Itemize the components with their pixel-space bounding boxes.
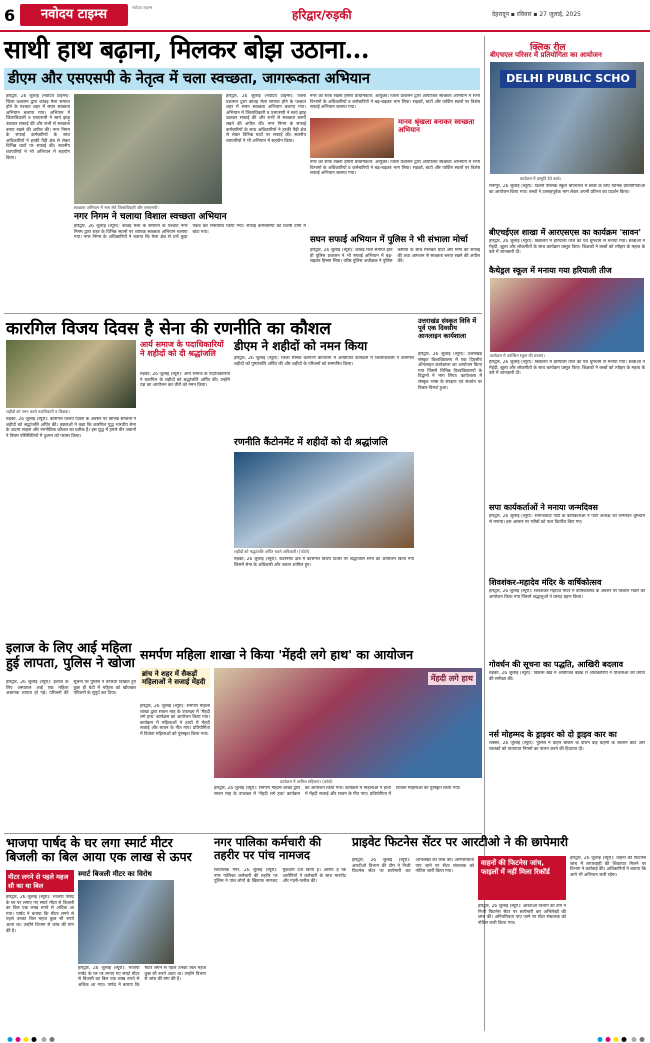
- sidebar-caption-2: कार्यक्रम में उपस्थित स्कूल की छात्राएं।: [490, 353, 545, 358]
- kargil-dm-heading: डीएम ने शहीदों को नमन किया: [234, 339, 368, 353]
- lead-body-right-top: नगर को साफ रखना हमारी प्राथमिकता: आयुक्त। जिला प्रशासन द्वारा आयोजित स्वच्छता अभियान में सभी विभागों के अधिकारियों व कर्मचारियों ने बढ़-चढ़कर भाग लिया। सड़कों, घाटों और पार्किंग स्थलों पर विशेष सफाई अभियान चलाया गया।: [310, 94, 480, 111]
- prag-inset: वाहनों की फिटनेस जांच, फाइलों में नहीं मिला रिकॉर्ड: [478, 856, 566, 900]
- prag-body: हरिद्वार, 26 जुलाई (ब्यूरो): आरटीओ विभाग की टीम ने निजी फिटनेस सेंटर पर छापेमारी कर अभिलेखों की जांच की। अनियमितता पाए जाने पर सेंटर संचालक को नोटिस जारी किया गया।: [352, 858, 474, 875]
- sidebar-heading-7: नर्स मोहम्मद के ड्राइवर को दो ड्राइव कार का: [489, 730, 617, 739]
- sidebar-body-1: रानीपुर, 26 जुलाई (ब्यूरो): दिल्ली पब्लिक स्कूल बीएचएल में छात्रों के लिए विभिन्न प्रतियोगिताओं का आयोजन किया गया। बच्चों ने उत्साहपूर्वक भाग लेकर अपनी प्रतिभा का प्रदर्शन किया।: [489, 184, 645, 195]
- brand-subtext: नवोदय टाइम्स: [132, 5, 153, 10]
- nagar-headline: नगर पालिका कर्मचारी की तहरीर पर पांच नामजद: [214, 835, 322, 863]
- prag-body-2: हरिद्वार, 26 जुलाई (ब्यूरो): आरटीओ विभाग की टीम ने निजी फिटनेस सेंटर पर छापेमारी कर अभिलेखों की जांच की। अनियमितता पाए जाने पर सेंटर संचालक को नोटिस जारी किया गया।: [478, 904, 566, 926]
- kargil-photo: [6, 340, 136, 408]
- sidebar-label: क्लिक रील: [530, 43, 566, 53]
- kargil-dm-body: हरिद्वार, 26 जुलाई (ब्यूरो): जिला सैनिक कल्याण कार्यालय में आयोजित कार्यक्रम में जिलाधिकारी ने कारगिल शहीदों को पुष्पांजलि अर्पित की और शहीदों के परिजनों को सम्मानित किया।: [234, 356, 414, 367]
- meter-photo: [78, 880, 174, 964]
- mehndi-headline: समर्पण महिला शाखा ने किया 'मेंहदी लगे हाथ' का आयोजन: [140, 647, 414, 662]
- meter-body-left: हरिद्वार, 26 जुलाई (ब्यूरो): भाजपा पार्षद के घर पर लगाए गए स्मार्ट मीटर से बिजली का बिल एक लाख रुपये से अधिक आ गया। पार्षद ने बताया कि मीटर लगने से पहले उनका बिल महज कुछ सौ रुपये आता था। उन्होंने विभाग से जांच की मांग की है।: [6, 895, 74, 934]
- missing-body: हरिद्वार, 26 जुलाई (ब्यूरो): इलाज के लिए अस्पताल आई एक महिला अचानक लापता हो गई। परिजनों की सूचना पर पुलिस ने तत्परता दिखाते हुए कुछ ही घंटों में महिला को खोजकर परिजनों के सुपुर्द कर दिया।: [6, 680, 136, 697]
- kargil-headline: कारगिल विजय दिवस है सेना की रणनीति का कौशल: [6, 319, 331, 339]
- sidebar-heading-4: सपा कार्यकर्ताओं ने मनाया जन्मदिवस: [489, 503, 598, 512]
- mehndi-body-left: हरिद्वार, 26 जुलाई (ब्यूरो): समर्पण महिला शाखा द्वारा सावन माह के उपलक्ष्य में 'मेंहदी लगे हाथ' कार्यक्रम का आयोजन किया गया। कार्यक्रम में महिलाओं ने हाथों में मेंहदी सजाई और सावन के गीत गाए। प्रतियोगिता में विजेता महिलाओं को पुरस्कृत किया गया।: [140, 704, 210, 737]
- mehndi-body: हरिद्वार, 26 जुलाई (ब्यूरो): समर्पण महिला शाखा द्वारा सावन माह के उपलक्ष्य में 'मेंहदी लगे हाथ' कार्यक्रम का आयोजन किया गया। कार्यक्रम में महिलाओं ने हाथों में मेंहदी सजाई और सावन के गीत गाए। प्रतियोगिता में विजेता महिलाओं को पुरस्कृत किया गया।: [214, 786, 461, 797]
- divider: [4, 833, 482, 834]
- sidebar-title: बीएचएल परिसर में प्रतियोगिता का आयोजन: [490, 51, 602, 59]
- lead-photo-2: [310, 118, 394, 158]
- page-number: 6: [4, 6, 16, 25]
- lead-body-mid-top: हरिद्वार, 26 जुलाई (नवोदय टाइम्स): जिला प्रशासन द्वारा कांवड़ मेला समाप्त होने के पश्चात शहर में सघन स्वच्छता अभियान चलाया गया। अभियान में जिलाधिकारी व एसएसपी ने स्वयं झाड़ू उठाकर सफाई की और सभी से स्वच्छता बनाए रखने की अपील की। नगर निगम के सफाई कर्मचारियों के साथ अधिकारियों ने हरकी पैड़ी क्षेत्र से लेकर विभिन्न घाटों पर सफाई की। स्थानीय व्यापारियों ने भी अभियान में सहयोग किया।: [226, 94, 306, 144]
- meter-inset: मीटर लगने से पहले महज सौ का था बिल: [6, 870, 74, 892]
- sidebar-body-7: लक्सर, 26 जुलाई (ब्यूरो): पुलिस ने वाहन चेकिंग के दौरान कई वाहनों के चालान काटे और चालकों को यातायात नियमों का पालन करने की हिदायत दी।: [489, 741, 645, 752]
- lead-body-bottom: हरिद्वार, 26 जुलाई (ब्यूरो): कांवड़ मेला समाप्त होते ही पुलिस प्रशासन ने भी सफाई अभियान में बढ़-चढ़कर हिस्सा लिया। वरिष्ठ पुलिस अधीक्षक ने पुलिस कर्मियों के साथ मिलकर घाटों और मार्गों की सफाई की तथा आमजन से स्वच्छता बनाए रखने की अपील की।: [310, 248, 480, 265]
- nagar-body: शिवालिक नगर, 26 जुलाई (ब्यूरो): नगर पालिका कर्मचारी की तहरीर पर पुलिस ने पांच लोगों के खिलाफ नामजद मुकदमा दर्ज किया है। आरोप है कि आरोपियों ने कर्मचारी के साथ मारपीट और गाली-गलौज की।: [214, 868, 346, 885]
- sidebar-body-2a: हरिद्वार, 26 जुलाई (ब्यूरो): विद्यालय में हरियाली तीज का पर्व धूमधाम से मनाया गया। छात्राओं ने मेहंदी, झूला और लोकगीतों के साथ कार्यक्रम प्रस्तुत किए। शिक्षकों ने बच्चों को त्योहार के महत्व के बारे में जानकारी दी।: [489, 239, 645, 256]
- sidebar-body-4: हरिद्वार, 26 जुलाई (ब्यूरो): समाजवादी पार्टी के कार्यकर्ताओं ने पार्टी अध्यक्ष का जन्मदिन धूमधाम से मनाया। इस अवसर पर गरीबों को फल वितरित किए गए।: [489, 514, 645, 525]
- kargil-arya-heading: आर्य समाज के पदाधिकारियों ने शहीदों को दी श्रद्धांजलि: [140, 340, 224, 359]
- dateline: देहरादून ▪ रविवार ▪ 27 जुलाई, 2025: [492, 11, 581, 18]
- sidebar-body-2: हरिद्वार, 26 जुलाई (ब्यूरो): विद्यालय में हरियाली तीज का पर्व धूमधाम से मनाया गया। छात्राओं ने मेहंदी, झूला और लोकगीतों के साथ कार्यक्रम प्रस्तुत किए। शिक्षकों ने बच्चों को त्योहार के महत्व के बारे में जानकारी दी।: [489, 360, 645, 377]
- lead-body-left: हरिद्वार, 26 जुलाई (नवोदय टाइम्स): जिला प्रशासन द्वारा कांवड़ मेला समाप्त होने के पश्चात शहर में सघन स्वच्छता अभियान चलाया गया। अभियान में जिलाधिकारी व एसएसपी ने स्वयं झाड़ू उठाकर सफाई की और सभी से स्वच्छता बनाए रखने की अपील की। नगर निगम के सफाई कर्मचारियों के साथ अधिकारियों ने हरकी पैड़ी क्षेत्र से लेकर विभिन्न घाटों पर सफाई की। स्थानीय व्यापारियों ने भी अभियान में सहयोग किया।: [6, 94, 70, 161]
- kargil-cantt-body: रुड़की, 26 जुलाई (ब्यूरो): कैंटोनमेंट क्षेत्र में कारगिल विजय दिवस पर श्रद्धांजलि सभा का आयोजन किया गया जिसमें सेना के अधिकारी और जवान शामिल हुए।: [234, 557, 414, 568]
- kargil-right-heading: उत्तराखंड संस्कृत विवि में पूर्व एक दिवसीय आनलाइन कार्यशाला: [418, 317, 477, 340]
- mehndi-banner: मेंहदी लगे हाथ: [428, 672, 476, 685]
- masthead-rule: [0, 30, 650, 32]
- sidebar-photo-teej: [490, 278, 644, 352]
- mehndi-photo: [214, 668, 482, 778]
- kargil-cantt-heading: रणनीति कैंटोनमेंट में शहीदों को दी श्रद्धांजलि: [234, 437, 388, 448]
- meter-body: हरिद्वार, 26 जुलाई (ब्यूरो): भाजपा पार्षद के घर पर लगाए गए स्मार्ट मीटर से बिजली का बिल एक लाख रुपये से अधिक आ गया। पार्षद ने बताया कि मीटर लगने से पहले उनका बिल महज कुछ सौ रुपये आता था। उन्होंने विभाग से जांच की मांग की है।: [78, 966, 206, 988]
- kargil-cantt-photo: [234, 452, 414, 548]
- kargil-body: रुड़की, 26 जुलाई (ब्यूरो): कारगिल विजय दिवस के अवसर पर विभिन्न संगठनों ने शहीदों को श्रद्धांजलि अर्पित की। वक्ताओं ने कहा कि कारगिल युद्ध भारतीय सेना के अदम्य साहस और रणनीतिक कौशल का प्रतीक है। इस युद्ध में हमारे वीर जवानों ने विषम परिस्थितियों में दुश्मन को परास्त किया।: [6, 417, 136, 439]
- sidebar-heading-6: गोवर्धन की सूचना का पद्धति, आखिरी बदलाव: [489, 660, 624, 669]
- right-body: हरिद्वार, 26 जुलाई (ब्यूरो): वाहनों की फिटनेस जांच में लापरवाही की शिकायत मिलने पर विभाग ने कार्रवाई की। अधिकारियों ने बताया कि आगे भी अभियान जारी रहेगा।: [570, 856, 646, 878]
- lead-body-mid: हरिद्वार, 26 जुलाई (ब्यूरो): कांवड़ मेला के समापन के पश्चात नगर निगम द्वारा शहर के विभिन्न स्थानों पर व्यापक स्वच्छता अभियान चलाया गया। नगर निगम के अधिकारियों ने बताया कि मेला क्षेत्र से टनों कूड़ा एकत्र कर निस्तारित किया गया। सफाई कर्मचारियों को विशेष टीमों में बांटा गया।: [74, 224, 306, 241]
- kargil-right-body: हरिद्वार, 26 जुलाई (ब्यूरो): उत्तराखंड संस्कृत विश्वविद्यालय में एक दिवसीय ऑनलाइन कार्यशाला का आयोजन किया गया जिसमें विभिन्न विश्वविद्यालयों के विद्वानों ने भाग लिया। कार्यशाला में संस्कृत भाषा के संरक्षण एवं संवर्धन पर विचार-विमर्श हुआ।: [418, 352, 482, 391]
- sidebar-heading-5: शिवशंकर-महादेव मंदिर के वार्षिकोत्सव: [489, 578, 602, 587]
- lead-body-right: नगर को साफ रखना हमारी प्राथमिकता: आयुक्त। जिला प्रशासन द्वारा आयोजित स्वच्छता अभियान में सभी विभागों के अधिकारियों व कर्मचारियों ने बढ़-चढ़कर भाग लिया। सड़कों, घाटों और पार्किंग स्थलों पर विशेष सफाई अभियान चलाया गया।: [310, 160, 480, 177]
- school-sign: DELHI PUBLIC SCHO: [500, 70, 636, 88]
- divider: [4, 313, 482, 314]
- lead-headline: साथी हाथ बढ़ाना, मिलकर बोझ उठाना...: [4, 35, 370, 64]
- sidebar-body-6: रुड़की, 26 जुलाई (ब्यूरो): विकास खंड में आयोजित बैठक में अधिकारियों ने योजनाओं की प्रगति की समीक्षा की।: [489, 671, 645, 682]
- mehndi-caption: कार्यक्रम में शामिल महिलाएं। (फोटो): [280, 779, 333, 784]
- lead-bottom-heading: सघन सफाई अभियान में पुलिस ने भी संभाला मोर्चा: [310, 235, 468, 245]
- prag-headline: प्राइवेट फिटनेस सेंटर पर आरटीओ ने की छापेमारी: [352, 835, 568, 849]
- lead-photo-1: [74, 94, 222, 204]
- sidebar-body-5: हरिद्वार, 26 जुलाई (ब्यूरो): शिवशंकर महादेव मंदिर में वार्षिकोत्सव के अवसर पर विशाल भंडारे का आयोजन किया गया जिसमें श्रद्धालुओं ने प्रसाद ग्रहण किया।: [489, 589, 645, 600]
- sidebar-heading-3: कैथेड्रल स्कूल में मनाया गया हरियाली तीज: [489, 266, 612, 275]
- kargil-arya-body: रुड़की, 26 जुलाई (ब्यूरो): आर्य समाज के पदाधिकारियों ने कारगिल के शहीदों को श्रद्धांजलि अर्पित की। उन्होंने यज्ञ का आयोजन कर वीरों को नमन किया।: [140, 372, 230, 389]
- meter-headline: भाजपा पार्षद के घर लगा स्मार्ट मीटर बिजली का बिल आया एक लाख से ऊपर: [6, 835, 192, 865]
- sidebar-caption-1: कार्यक्रम में प्रस्तुति देते बच्चे।: [520, 176, 562, 181]
- section-title: हरिद्वार/रुड़की: [292, 8, 352, 22]
- kargil-cantt-caption: शहीदों को श्रद्धांजलि अर्पित करते अधिकारी। (फोटो): [234, 549, 310, 554]
- missing-headline: इलाज के लिए आई महिला हुई लापता, पुलिस ने खोजा: [6, 641, 135, 671]
- lead-inset-heading: मानव श्रृंखला बनाकर स्वच्छता अभियान: [398, 118, 475, 135]
- meter-sub: स्मार्ट बिजली मीटर का विरोध: [78, 870, 152, 878]
- sidebar-photo-school: [490, 62, 644, 174]
- lead-subheadline: डीएम और एसएसपी के नेतृत्व में चला स्वच्छता, जागरूकता अभियान: [4, 68, 480, 90]
- lead-caption-1: स्वच्छता अभियान में भाग लेते जिलाधिकारी और एसएसपी।: [74, 205, 159, 210]
- mehndi-inset: ब्रांच ने शहर में सैकड़ों महिलाओं ने सजाई मेंहदी: [140, 668, 210, 688]
- lead-mid-heading: नगर निगम ने चलाया विशाल स्वच्छता अभियान: [74, 212, 227, 222]
- brand-logo: नवोदय टाइम्स: [20, 4, 128, 26]
- color-registration-bar: [0, 1036, 650, 1043]
- kargil-caption: शहीदों को नमन करते पदाधिकारी व शिक्षक।: [6, 409, 70, 414]
- sidebar-heading-2: बीएचईएल शाखा में आरएसएस का कार्यक्रम 'सावन': [489, 228, 641, 237]
